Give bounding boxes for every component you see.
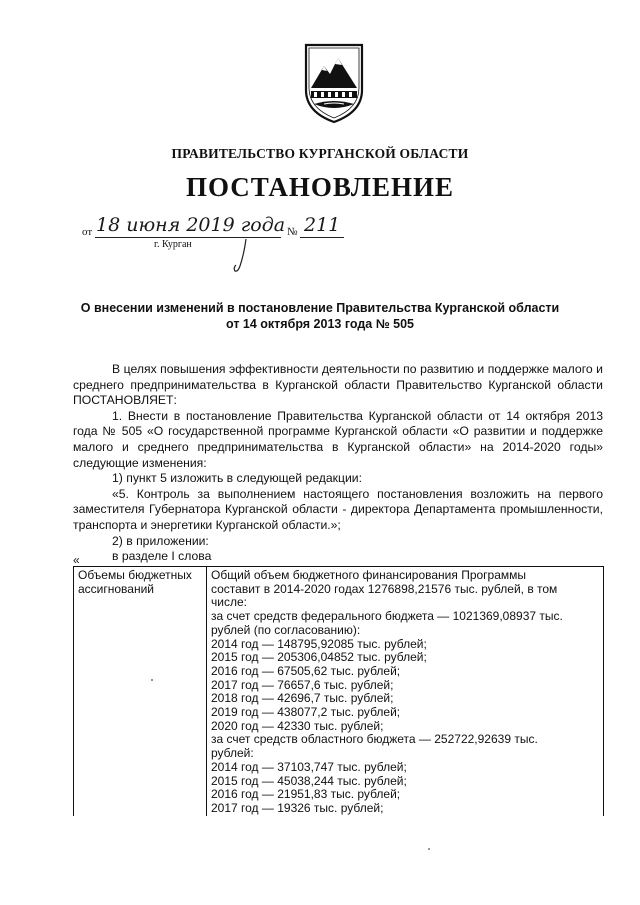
number-label: № <box>287 226 298 238</box>
value-line: 2017 год — 19326 тыс. рублей; <box>211 800 384 815</box>
handwritten-flourish-icon <box>232 238 254 274</box>
value-line: 2015 год — 45038,244 тыс. рублей; <box>211 773 407 788</box>
scan-speck <box>151 679 153 681</box>
label-line: Объемы бюджетных <box>78 568 192 582</box>
number-underline <box>300 237 344 238</box>
open-quote: « <box>73 553 80 567</box>
value-line: за счет средств федерального бюджета — 1021369,08937 тыс. <box>211 609 563 624</box>
value-line: 2018 год — 42696,7 тыс. рублей; <box>211 691 394 706</box>
handwritten-number: 211 <box>304 214 341 236</box>
paragraph-subitem-2: 2) в приложении: <box>112 533 209 548</box>
government-name: ПРАВИТЕЛЬСТВО КУРГАНСКОЙ ОБЛАСТИ <box>171 146 469 161</box>
table-label-cell <box>74 567 207 816</box>
value-line: 2016 год — 21951,83 тыс. рублей; <box>211 787 401 802</box>
paragraph-section-1: в разделе I слова <box>112 549 212 564</box>
label-line: ассигнований <box>78 581 155 596</box>
value-line: 2014 год — 148795,92085 тыс. рублей; <box>211 636 427 651</box>
program-funding-table <box>73 566 604 816</box>
from-label: от <box>82 226 93 238</box>
table-value-cell <box>207 567 604 816</box>
scan-speck <box>428 848 430 850</box>
document-title: ПОСТАНОВЛЕНИЕ <box>185 172 455 202</box>
paragraph-subitem-1: 1) пункт 5 изложить в следующей редакции: <box>112 471 362 486</box>
subject-line-1: О внесении изменений в постановление Правительства Курганской области <box>80 301 560 315</box>
city: г. Курган <box>154 239 192 250</box>
value-line: Общий объем бюджетного финансирования Программы <box>211 568 527 582</box>
kurgan-coat-of-arms-icon <box>302 42 366 124</box>
value-line: рублей (по согласованию): <box>211 622 361 637</box>
paragraph-item-1: 1. Внести в постановление Правительства Курганской области от 14 октября 2013 года № 505 «О государственной программе Курганской области «О развитии и поддержке малого и среднего предпринимательства в Курганской области» на 2014-2020 годы» следующие изменения: <box>73 408 603 470</box>
subject-line-2: от 14 октября 2013 года № 505 <box>226 317 414 331</box>
value-line: 2019 год — 438077,2 тыс. рублей; <box>211 705 401 720</box>
value-line: составит в 2014-2020 годах 1276898,21576 тыс. рублей, в том <box>211 581 558 596</box>
subject-heading <box>0 300 640 332</box>
value-line: 2015 год — 205306,04852 тыс. рублей; <box>211 650 427 665</box>
handwritten-date: 18 июня 2019 года <box>96 214 286 236</box>
paragraph-quoted-item-5: «5. Контроль за выполнением настоящего постановления возложить на первого заместителя Губернатора Курганской области - директора Департамента промышленности, транспорта и энергетики Курганской области.»; <box>73 486 603 532</box>
value-line: числе: <box>211 595 247 610</box>
value-line: 2017 год — 76657,6 тыс. рублей; <box>211 677 394 692</box>
value-line: за счет средств областного бюджета — 252722,92639 тыс. <box>211 732 538 747</box>
resolution-body <box>73 362 603 565</box>
value-line: рублей: <box>211 746 254 761</box>
date-number-line <box>82 212 382 272</box>
paragraph-preamble: В целях повышения эффективности деятельности по развитию и поддержке малого и среднего предпринимательства в Курганской области Правительство Курганской области ПОСТАНОВЛЯЕТ: <box>73 362 603 408</box>
value-line: 2020 год — 42330 тыс. рублей; <box>211 718 384 733</box>
value-line: 2016 год — 67505,62 тыс. рублей; <box>211 663 401 678</box>
value-line: 2014 год — 37103,747 тыс. рублей; <box>211 759 407 774</box>
table-row <box>74 567 604 816</box>
